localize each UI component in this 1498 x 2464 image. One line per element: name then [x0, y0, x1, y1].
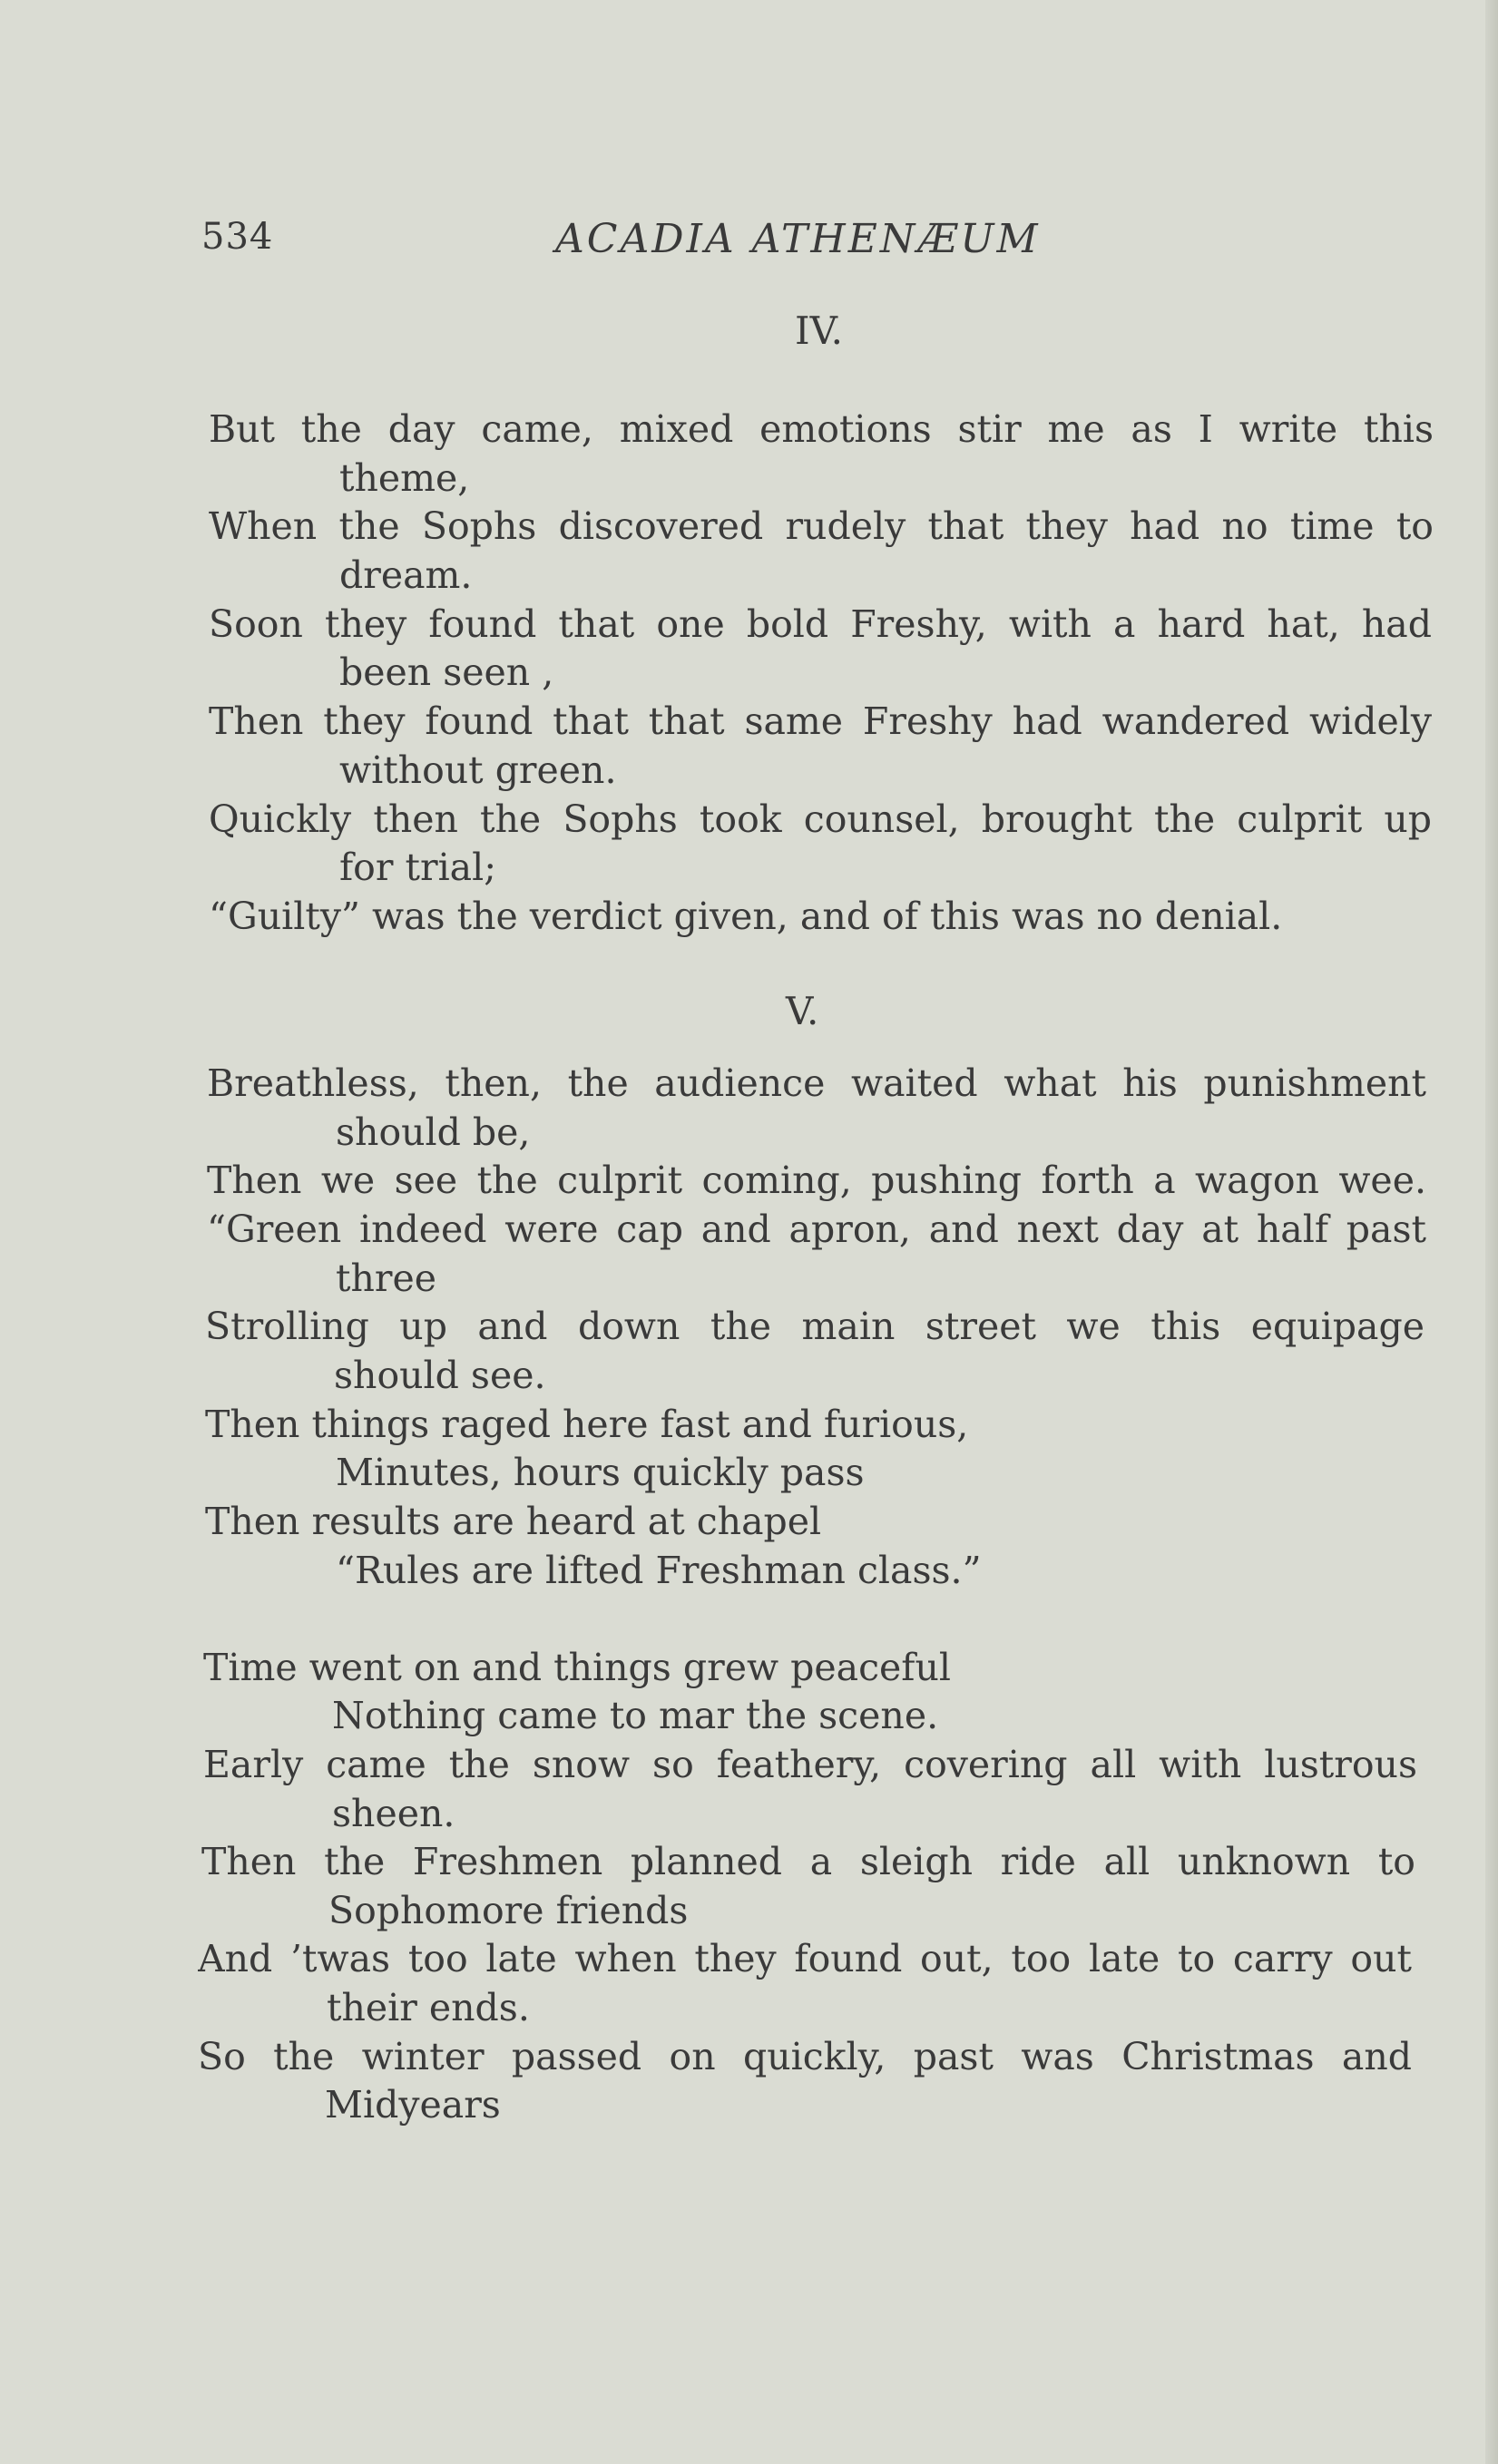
poem-line: Midyears: [325, 2083, 501, 2127]
running-title: ACADIA ATHENÆUM: [555, 216, 1041, 262]
poem-line: So the winter passed on quickly, past was Christmas and: [198, 2035, 1412, 2078]
poem-line: Quickly then the Sophs took counsel, brought the culprit up: [209, 797, 1432, 841]
poem-line: Soon they found that one bold Freshy, with a hard hat, had: [209, 602, 1432, 646]
poem-line: “Rules are lifted Freshman class.”: [336, 1549, 982, 1592]
poem-line: Then things raged here fast and furious,: [205, 1403, 969, 1446]
poem-line: three: [336, 1256, 437, 1300]
page-edge: [1485, 0, 1498, 2464]
poem-line: When the Sophs discovered rudely that they had no time to: [209, 504, 1434, 548]
poem-line: Then the Freshmen planned a sleigh ride all unknown to: [201, 1840, 1415, 1883]
poem-line: should see.: [334, 1354, 546, 1397]
poem-line: Then results are heard at chapel: [205, 1500, 822, 1543]
poem-line: Then they found that that same Freshy had wandered widely: [209, 699, 1432, 743]
poem-line: sheen.: [332, 1792, 455, 1835]
poem-line: “Green indeed were cap and apron, and next day at half past: [207, 1208, 1426, 1251]
section-heading-iv: IV.: [795, 308, 843, 353]
poem-line: theme,: [339, 456, 470, 500]
poem-line: Nothing came to mar the scene.: [332, 1694, 939, 1737]
poem-line: Then we see the culprit coming, pushing forth a wagon wee.: [207, 1159, 1426, 1202]
poem-line: Time went on and things grew peaceful: [203, 1646, 951, 1689]
poem-line: Early came the snow so feathery, covering all with lustrous: [203, 1743, 1417, 1786]
poem-line: Sophomore friends: [328, 1889, 689, 1932]
poem-line: Strolling up and down the main street we this equipage: [205, 1305, 1425, 1348]
poem-line: But the day came, mixed emotions stir me as I write this: [209, 407, 1434, 451]
poem-line: been seen ,: [339, 650, 554, 694]
poem-line: their ends.: [327, 1986, 530, 2029]
poem-line: should be,: [336, 1110, 531, 1154]
page-number: 534: [201, 216, 274, 258]
poem-line: without green.: [339, 748, 617, 792]
poem-line: Minutes, hours quickly pass: [336, 1451, 865, 1494]
poem-line: And ’twas too late when they found out, too late to carry out: [198, 1937, 1412, 1980]
poem-line: dream.: [339, 553, 473, 597]
page-header: [0, 216, 1498, 270]
poem-line: for trial;: [339, 846, 497, 889]
poem-line: “Guilty” was the verdict given, and of this was no denial.: [209, 895, 1283, 938]
section-heading-v: V.: [786, 989, 819, 1033]
poem-line: Breathless, then, the audience waited what his punishment: [207, 1061, 1426, 1105]
